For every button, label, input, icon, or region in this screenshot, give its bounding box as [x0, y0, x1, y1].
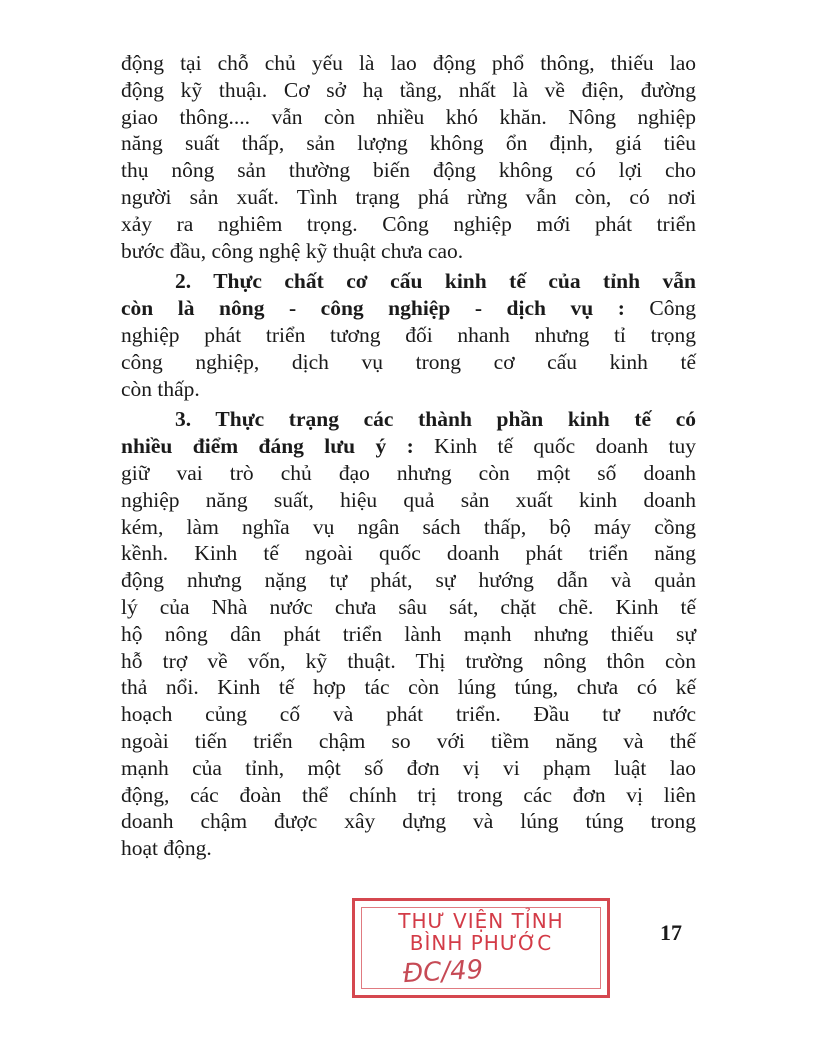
paragraph-3 [121, 406, 696, 862]
text-line: hoạt động. [121, 836, 212, 861]
heading-text: còn là nông - công nghiệp - dịch vụ : [121, 296, 625, 321]
heading-text: nhiều điểm đáng lưu ý : [121, 434, 414, 459]
text-line: hỗ trợ về vốn, kỹ thuật. Thị trường nông thôn còn [121, 648, 696, 673]
stamp-library-name: THƯ VIỆN TỈNH [398, 909, 564, 933]
text-line: động, các đoàn thể chính trị trong các đơn vị liên [121, 782, 696, 807]
heading-line: 3. Thực trạng các thành phần kinh tế có [175, 407, 696, 432]
text-line: động kỹ thuậı. Cơ sở hạ tầng, nhất là về điện, đường [121, 77, 696, 102]
text-line: còn thấp. [121, 376, 200, 401]
body-text-run: Công [624, 296, 696, 321]
text-line: giữ vai trò chủ đạo nhưng còn một số doanh [121, 460, 696, 485]
text-line: kềnh. Kinh tế ngoài quốc doanh phát triển năng [121, 541, 696, 566]
text-line: bước đầu, công nghệ kỹ thuật chưa cao. [121, 238, 464, 263]
text-line: hộ nông dân phát triển lành mạnh nhưng thiếu sự [121, 621, 696, 646]
text-line: thụ nông sản thường biến động không có lợi cho [121, 158, 696, 183]
mixed-line [121, 433, 696, 460]
text-line: hoạch củng cố và phát triển. Đầu tư nước [121, 702, 696, 727]
text-line: kém, làm nghĩa vụ ngân sách thấp, bộ máy cồng [121, 514, 696, 539]
text-line: nghiệp năng suất, hiệu quả sản xuất kinh doanh [121, 487, 696, 512]
text-line: xảy ra nghiêm trọng. Công nghiệp mới phát triển [121, 211, 696, 236]
text-line: nghiệp phát triển tương đối nhanh nhưng tỉ trọng [121, 322, 696, 347]
text-line: ngoài tiến triển chậm so với tiềm năng và thế [121, 728, 696, 753]
text-line: doanh chậm được xây dựng và lúng túng trong [121, 809, 696, 834]
text-line: công nghiệp, dịch vụ trong cơ cấu kinh tế [121, 349, 696, 374]
text-line: lý của Nhà nước chưa sâu sát, chặt chẽ. Kinh tế [121, 594, 696, 619]
text-line: động nhưng nặng tự phát, sự hướng dẫn và quản [121, 568, 696, 593]
text-line: giao thông.... vẫn còn nhiều khó khăn. Nông nghiệp [121, 104, 696, 129]
text-line: thả nổi. Kinh tế hợp tác còn lúng túng, chưa có kế [121, 675, 696, 700]
text-line: mạnh của tỉnh, một số đơn vị vi phạm luật lao [121, 755, 696, 780]
page-number: 17 [660, 920, 682, 945]
heading-line: 2. Thực chất cơ cấu kinh tế của tỉnh vẫn [175, 269, 696, 294]
library-stamp [352, 898, 610, 998]
body-text [121, 50, 696, 862]
text-line: động tại chỗ chủ yếu là lao động phổ thông, thiếu lao [121, 51, 696, 75]
stamp-province-name: BÌNH PHƯỚC [409, 931, 553, 955]
text-line: người sản xuất. Tình trạng phá rừng vẫn còn, có nơi [121, 184, 696, 209]
paragraph-2 [121, 268, 696, 402]
paragraph-1 [121, 50, 696, 264]
stamp-handwritten-code: ĐC/49 [402, 954, 484, 990]
text-line: năng suất thấp, sản lượng không ổn định, giá tiêu [121, 131, 696, 156]
mixed-line [121, 295, 696, 322]
body-text-run: Kinh tế quốc doanh tuy [413, 434, 696, 459]
